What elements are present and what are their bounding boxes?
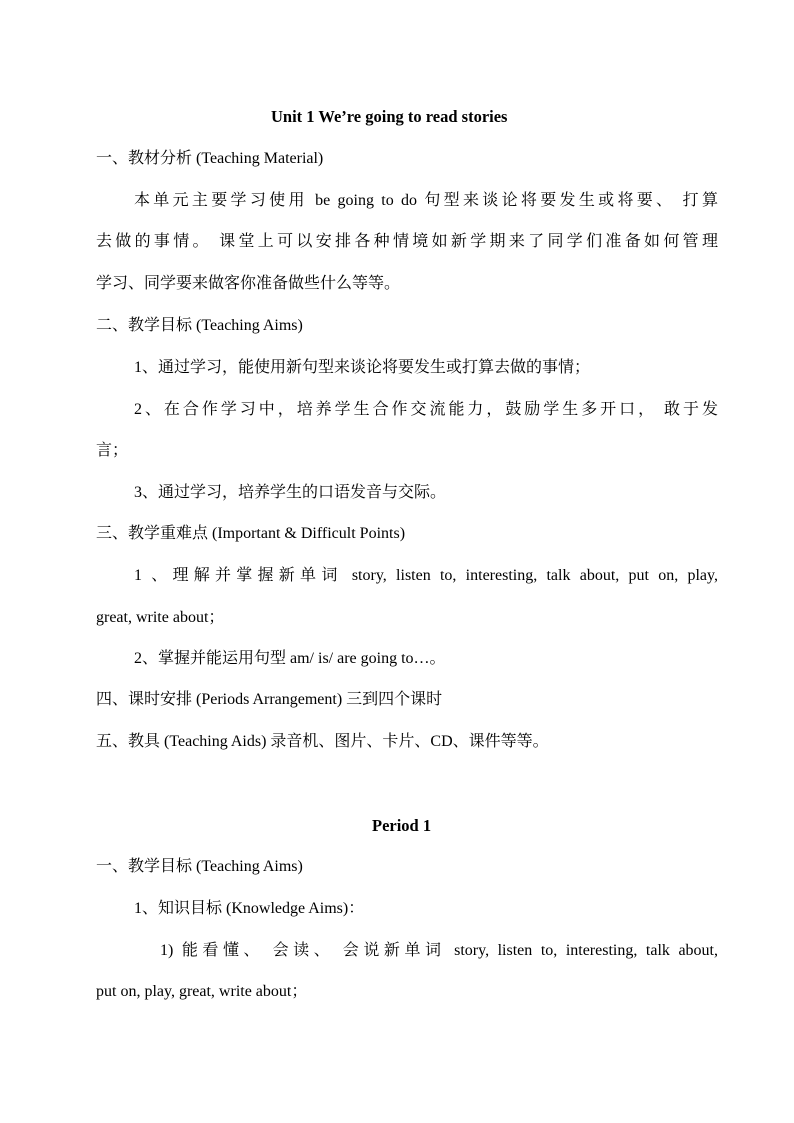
teaching-aims-item-3: 3、通过学习，培养学生的口语发音与交际。 bbox=[134, 484, 447, 501]
key-points-item-1-line-1: 1 、理解并掌握新单词 story, listen to, interesting, talk about, put on, play, bbox=[134, 567, 718, 584]
section-heading-teaching-material: 一、教材分析 (Teaching Material) bbox=[96, 150, 324, 167]
teaching-material-text-line-2: 去做的事情。 课堂上可以安排各种情境如新学期来了同学们准备如何管理 bbox=[96, 233, 718, 250]
teaching-aims-item-1: 1、通过学习，能使用新句型来谈论将要发生或打算去做的事情； bbox=[134, 359, 591, 376]
knowledge-aims-heading: 1、知识目标 (Knowledge Aims)： bbox=[134, 900, 365, 917]
unit-title: Unit 1 We’re going to read stories bbox=[271, 107, 508, 126]
teaching-aims-item-2-line-2: 言； bbox=[96, 442, 129, 459]
knowledge-aims-item-1-line-1: 1) 能看懂、 会读、 会说新单词 story, listen to, interesting, talk about, bbox=[160, 942, 718, 959]
knowledge-aims-item-1-line-2: put on, play, great, write about； bbox=[96, 983, 308, 1000]
teaching-aims-item-2-line-1: 2、在合作学习中，培养学生合作交流能力，鼓励学生多开口， 敢于发 bbox=[134, 401, 718, 418]
key-points-item-1-line-2: great, write about； bbox=[96, 609, 225, 626]
section-heading-periods: 四、课时安排 (Periods Arrangement) 三到四个课时 bbox=[96, 691, 443, 708]
period-title: Period 1 bbox=[372, 816, 432, 835]
period-heading-teaching-aims: 一、教学目标 (Teaching Aims) bbox=[96, 858, 303, 875]
teaching-material-text-line-1: 本单元主要学习使用 be going to do 句型来谈论将要发生或将要、 打算 bbox=[134, 192, 718, 209]
section-heading-teaching-aims: 二、教学目标 (Teaching Aims) bbox=[96, 317, 303, 334]
key-points-item-2: 2、掌握并能运用句型 am/ is/ are going to…。 bbox=[134, 650, 446, 667]
teaching-material-text-line-3: 学习、同学要来做客你准备做些什么等等。 bbox=[96, 275, 401, 292]
section-heading-key-points: 三、教学重难点 (Important & Difficult Points) bbox=[96, 525, 406, 542]
section-heading-teaching-aids: 五、教具 (Teaching Aids) 录音机、图片、卡片、CD、课件等等。 bbox=[96, 733, 549, 750]
